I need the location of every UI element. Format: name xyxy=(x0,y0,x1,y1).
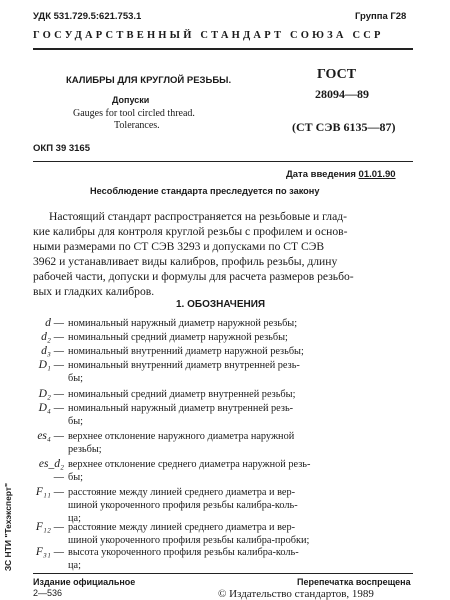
intro-date-value: 01.01.90 xyxy=(358,169,396,180)
term-symbol: D₄ — xyxy=(38,402,64,414)
term-description: расстояние между линией среднего диаметра и вер- шиной укороченного профиля резьбы калибра-коль- ца; xyxy=(68,487,298,524)
term-description: номинальный средний диаметр внутренней резьбы; xyxy=(68,389,296,400)
term-description: номинальный наружный диаметр внутренней резь- бы; xyxy=(68,403,294,427)
term-description: расстояние между линией среднего диаметра и вер- шиной укороченного профиля резьбы калибра-пробки; xyxy=(68,522,310,546)
gost-label: ГОСТ xyxy=(317,67,357,82)
term-symbol: D₁ — xyxy=(38,359,64,371)
term-symbol: es₄ — xyxy=(37,430,64,442)
group-code: Группа Г28 xyxy=(355,11,407,22)
term-description: номинальный внутренний диаметр внутренней резь- бы; xyxy=(68,360,300,384)
term-description: высота укороченного профиля резьбы калибра-коль- ца; xyxy=(68,547,299,571)
side-stamp: ЗС НТИ "Техэксперт" xyxy=(3,482,13,572)
term-symbol: D₂ — xyxy=(38,388,64,400)
term-description: верхнее отклонение среднего диаметра наружной резь- бы; xyxy=(68,459,311,483)
paragraph-line: 3962 и устанавливает виды калибров, профиль резьбы, длину xyxy=(33,255,338,269)
term-symbol: d — xyxy=(45,317,64,329)
title-en-line1: Gauges for tool circled thread. xyxy=(73,108,195,119)
subtitle-ru: Допуски xyxy=(112,95,150,105)
paragraph-line: ными размерами по СТ СЭВ 3293 и допусками по СТ СЭВ xyxy=(33,240,325,254)
paragraph-line: рабочей части, допуски и формулы для расчета размеров резьбо- xyxy=(33,270,354,284)
term-symbol: F₁₁ — xyxy=(35,486,64,498)
law-notice: Несоблюдение стандарта преследуется по закону xyxy=(90,186,320,196)
paragraph-line: кие калибры для контроля круглой резьбы с профилем и основ- xyxy=(33,225,348,239)
okp-code: ОКП 39 3165 xyxy=(33,143,90,154)
section-title: 1. ОБОЗНАЧЕНИЯ xyxy=(176,299,266,310)
footer-rule xyxy=(33,573,413,574)
term-description: верхнее отклонение наружного диаметра наружной резьбы; xyxy=(68,431,295,455)
term-symbol: F₁₂ — xyxy=(35,521,64,533)
term-symbol: es_d₂ — xyxy=(38,458,64,483)
term-description: номинальный наружный диаметр наружной резьбы; xyxy=(68,318,298,329)
copyright-note: © Издательство стандартов, 1989 xyxy=(218,588,374,600)
reprint-note: Перепечатка воспрещена xyxy=(297,577,411,587)
title-en-line2: Tolerances. xyxy=(114,120,160,131)
term-description: номинальный внутренний диаметр наружной резьбы; xyxy=(68,346,304,357)
banner-rule xyxy=(33,48,413,50)
intro-date xyxy=(286,169,396,180)
title-ru: КАЛИБРЫ ДЛЯ КРУГЛОЙ РЕЗЬБЫ. xyxy=(66,75,232,86)
term-symbol: d₂ — xyxy=(41,331,64,343)
paragraph-line: Настоящий стандарт распространяется на резьбовые и глад- xyxy=(49,210,347,223)
gost-number: 28094—89 xyxy=(315,87,369,101)
standard-banner: ГОСУДАРСТВЕННЫЙ СТАНДАРТ СОЮЗА ССР xyxy=(33,30,384,41)
intro-paragraph xyxy=(33,209,413,300)
edition-note: Издание официальное xyxy=(33,577,136,587)
st-sev-number: (СТ СЭВ 6135—87) xyxy=(292,120,396,134)
term-description: номинальный средний диаметр наружной резьбы; xyxy=(68,332,288,343)
page-code: 2—536 xyxy=(33,588,63,598)
udk-code: УДК 531.729.5:621.753.1 xyxy=(33,11,142,22)
term-symbol: d₃ — xyxy=(41,345,64,357)
title-rule xyxy=(33,161,413,162)
paragraph-line: вых и гладких калибров. xyxy=(33,285,155,299)
intro-date-label: Дата введения xyxy=(286,169,356,180)
term-symbol: F₃₁ — xyxy=(35,546,64,558)
